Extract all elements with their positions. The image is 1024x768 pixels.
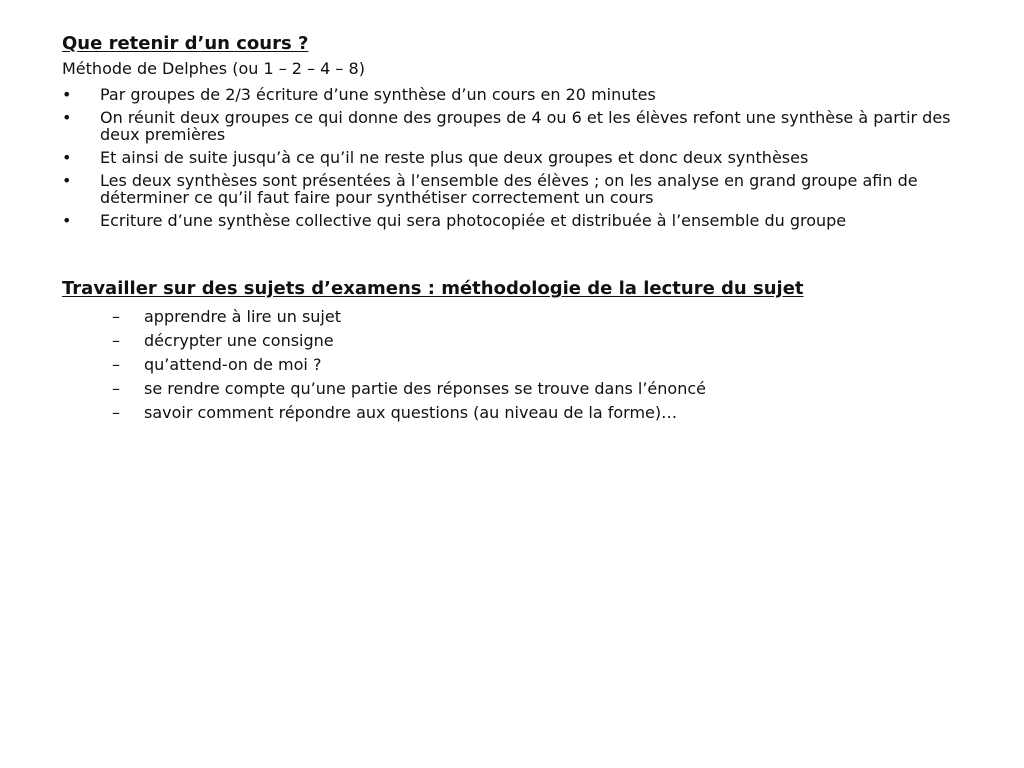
section1-heading: Que retenir d’un cours ? (62, 33, 309, 54)
bullet-marker: • (62, 171, 72, 190)
section2-heading: Travailler sur des sujets d’examens : méthodologie de la lecture du sujet (62, 278, 804, 299)
dash-marker: – (112, 355, 120, 374)
dash-marker: – (112, 379, 120, 398)
list-item-text: Par groupes de 2/3 écriture d’une synthèse d’un cours en 20 minutes (100, 85, 656, 104)
dash-marker: – (112, 307, 120, 326)
list-item (62, 109, 964, 143)
dash-marker: – (112, 403, 120, 422)
list-item-text: savoir comment répondre aux questions (au niveau de la forme)… (144, 403, 678, 422)
list-item (62, 404, 964, 421)
list-item (62, 86, 964, 103)
list-item (62, 149, 964, 166)
bullet-marker: • (62, 148, 72, 167)
list-item-text: Ecriture d’une synthèse collective qui sera photocopiée et distribuée à l’ensemble du groupe (100, 211, 847, 230)
section-que-retenir (62, 32, 964, 229)
list-item-text: se rendre compte qu’une partie des réponses se trouve dans l’énoncé (144, 379, 706, 398)
list-item (62, 356, 964, 373)
list-item (62, 332, 964, 349)
list-item-text: Et ainsi de suite jusqu’à ce qu’il ne reste plus que deux groupes et donc deux synthèses (100, 148, 809, 167)
list-item (62, 380, 964, 397)
dash-marker: – (112, 331, 120, 350)
list-item-text: décrypter une consigne (144, 331, 334, 350)
list-item (62, 212, 964, 229)
list-item (62, 172, 964, 206)
section1-subtitle: Méthode de Delphes (ou 1 – 2 – 4 – 8) (62, 59, 365, 78)
section2-dash-list (62, 308, 964, 421)
list-item-text: qu’attend-on de moi ? (144, 355, 322, 374)
section-travailler-sujets (62, 277, 964, 421)
list-item-text: apprendre à lire un sujet (144, 307, 341, 326)
list-item-text: On réunit deux groupes ce qui donne des groupes de 4 ou 6 et les élèves refont une synthèse à partir des deux premières (100, 108, 951, 144)
list-item (62, 308, 964, 325)
section1-bullet-list (62, 86, 964, 229)
bullet-marker: • (62, 108, 72, 127)
list-item-text: Les deux synthèses sont présentées à l’ensemble des élèves ; on les analyse en grand groupe afin de déterminer ce qu’il faut faire pour synthétiser correctement un cours (100, 171, 918, 207)
bullet-marker: • (62, 85, 72, 104)
bullet-marker: • (62, 211, 72, 230)
